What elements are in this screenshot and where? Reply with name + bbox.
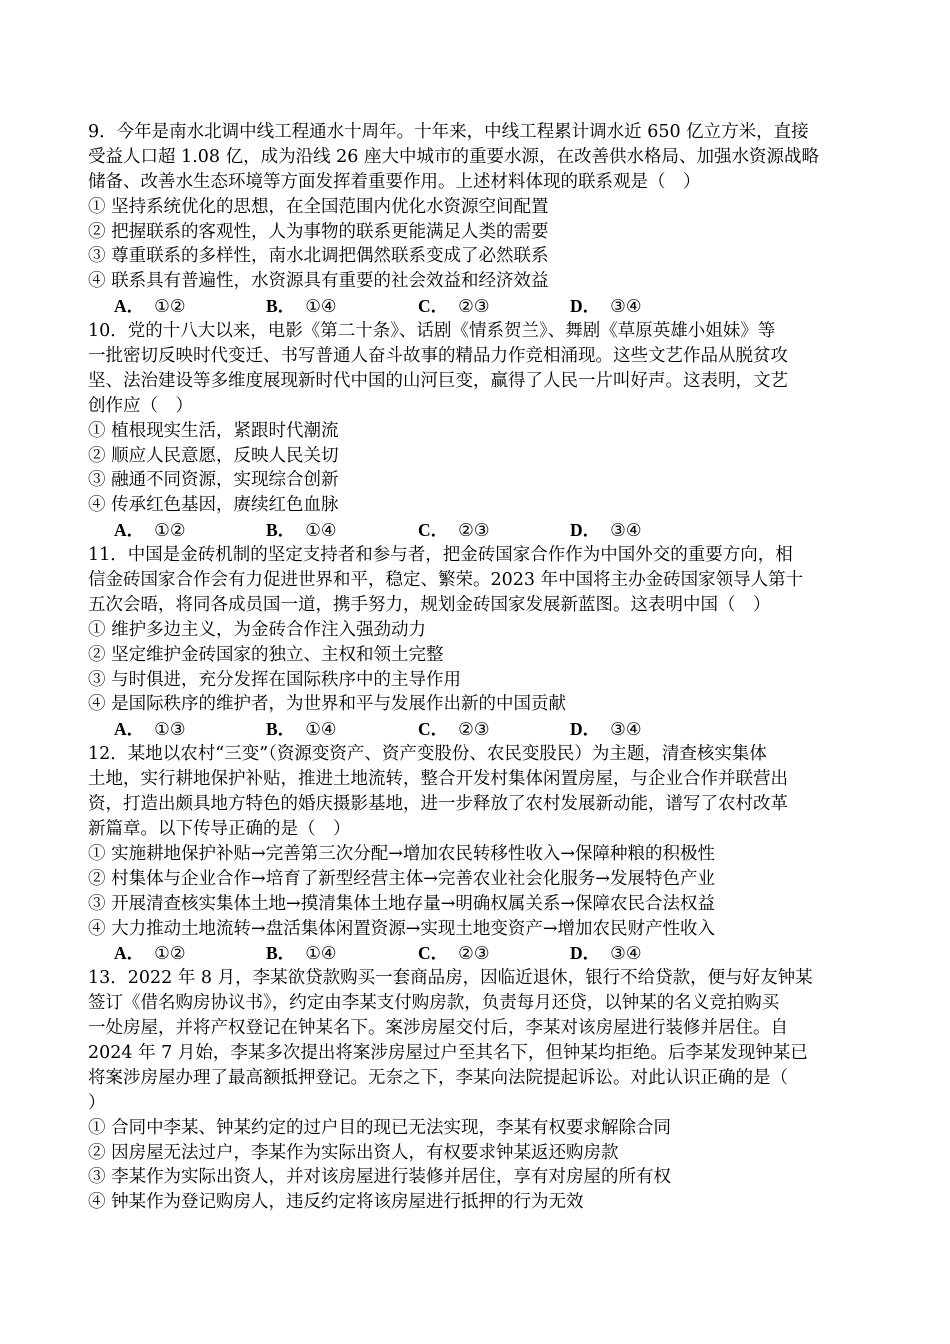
question-stem-line: 五次会晤，将同各成员国一道，携手努力，规划金砖国家发展新蓝图。这表明中国（ ）: [88, 594, 771, 615]
option-4: ④ 大力推动土地流转→盘活集体闲置资源→实现土地变资产→增加农民财产性收入: [88, 918, 716, 939]
question-stem-line: 将案涉房屋办理了最高额抵押登记。无奈之下，李某向法院提起诉讼。对此认识正确的是（: [88, 1067, 788, 1088]
question-stem-line: 受益人口超 1.08 亿，成为沿线 26 座大中城市的重要水源，在改善供水格局、加强水资源战略: [88, 146, 819, 167]
answer-b: [266, 518, 418, 543]
answer-d: [570, 294, 722, 319]
question-10: [88, 319, 868, 543]
question-12: [88, 742, 868, 966]
answer-a: [114, 941, 266, 966]
answer-b-label: B．: [266, 296, 296, 317]
question-stem-line: 储备、改善水生态环境等方面发挥着重要作用。上述材料体现的联系观是（ ）: [88, 171, 701, 192]
answer-c: [418, 518, 570, 543]
answer-b-value: ①④: [305, 297, 337, 318]
answer-a-label: A．: [114, 520, 145, 541]
question-stem-line: 新篇章。以下传导正确的是（ ）: [88, 818, 351, 839]
question-stem-line: 资，打造出颇具地方特色的婚庆摄影基地，进一步释放了农村发展新动能，谱写了农村改革: [88, 794, 788, 815]
answer-c: [418, 941, 570, 966]
question-stem-line: 创作应（ ）: [88, 395, 193, 416]
answer-choices: [88, 941, 868, 966]
answer-d-value: ③④: [610, 521, 642, 542]
answer-c-label: C．: [418, 296, 449, 317]
answer-b: [266, 294, 418, 319]
answer-a: [114, 294, 266, 319]
answer-a-label: A．: [114, 296, 145, 317]
answer-choices: [88, 294, 868, 319]
answer-b-label: B．: [266, 719, 296, 740]
question-stem-line: 签订《借名购房协议书》，约定由李某支付购房款，负责每月还贷，以钟某的名义竞拍购买: [88, 993, 780, 1014]
answer-a-value: ①②: [154, 297, 186, 318]
answer-b-label: B．: [266, 520, 296, 541]
option-1: ① 维护多边主义，为金砖合作注入强劲动力: [88, 619, 427, 640]
answer-b-value: ①④: [305, 944, 337, 965]
option-1: ① 实施耕地保护补贴→完善第三次分配→增加农民转移性收入→保障种粮的积极性: [88, 843, 716, 864]
option-3: ③ 融通不同资源，实现综合创新: [88, 470, 339, 491]
question-stem-line: 信金砖国家合作会有力促进世界和平，稳定、繁荣。2023 年中国将主办金砖国家领导人第十: [88, 570, 804, 591]
question-stem-line: 11．中国是金砖机制的坚定支持者和参与者，把金砖国家合作作为中国外交的重要方向，相: [88, 545, 793, 566]
option-4: ④ 是国际秩序的维护者，为世界和平与发展作出新的中国贡献: [88, 694, 567, 715]
question-stem-line: 坚、法治建设等多维度展现新时代中国的山河巨变，赢得了人民一片叫好声。这表明，文艺: [88, 370, 788, 391]
answer-c-value: ②③: [458, 944, 490, 965]
option-3: ③ 与时俱进，充分发挥在国际秩序中的主导作用: [88, 669, 462, 690]
answer-b-label: B．: [266, 943, 296, 964]
answer-a-value: ①②: [154, 944, 186, 965]
option-4: ④ 钟某作为登记购房人，违反约定将该房屋进行抵押的行为无效: [88, 1192, 584, 1213]
answer-c-label: C．: [418, 719, 449, 740]
question-13: [88, 966, 868, 1215]
answer-c-value: ②③: [458, 720, 490, 741]
answer-c-value: ②③: [458, 521, 490, 542]
question-stem-line: 9．今年是南水北调中线工程通水十周年。十年来，中线工程累计调水近 650 亿立方米，直接: [88, 122, 809, 142]
answer-a: [114, 717, 266, 742]
answer-b-value: ①④: [305, 521, 337, 542]
exam-page: [88, 120, 868, 1215]
answer-choices: [88, 717, 868, 742]
answer-d: [570, 518, 722, 543]
question-stem-line: 一批密切反映时代变迁、书写普通人奋斗故事的精品力作竞相涌现。这些文艺作品从脱贫攻: [88, 346, 788, 367]
question-stem-line: 13．2022 年 8 月，李某欲贷款购买一套商品房，因临近退休，银行不给贷款，便与好友钟某: [88, 968, 813, 989]
option-3: ③ 李某作为实际出资人，并对该房屋进行装修并居住，享有对房屋的所有权: [88, 1167, 672, 1188]
option-2: ② 把握联系的客观性，人为事物的联系更能满足人类的需要: [88, 221, 549, 242]
answer-d: [570, 941, 722, 966]
answer-d-label: D．: [570, 943, 601, 964]
question-stem-line: 一处房屋，并将产权登记在钟某名下。案涉房屋交付后，李某对该房屋进行装修并居住。自: [88, 1018, 788, 1039]
option-2: ② 因房屋无法过户，李某作为实际出资人，有权要求钟某返还购房款: [88, 1142, 619, 1163]
answer-c-label: C．: [418, 520, 449, 541]
answer-b: [266, 717, 418, 742]
answer-d-label: D．: [570, 719, 601, 740]
answer-a: [114, 518, 266, 543]
question-stem-line: ）: [88, 1092, 106, 1113]
option-2: ② 村集体与企业合作→培育了新型经营主体→完善农业社会化服务→发展特色产业: [88, 868, 716, 889]
answer-c-label: C．: [418, 943, 449, 964]
answer-d: [570, 717, 722, 742]
answer-d-label: D．: [570, 296, 601, 317]
option-1: ① 坚持系统优化的思想，在全国范围内优化水资源空间配置: [88, 196, 549, 217]
answer-a-label: A．: [114, 719, 145, 740]
option-2: ② 坚定维护金砖国家的独立、主权和领土完整: [88, 644, 444, 665]
answer-c-value: ②③: [458, 297, 490, 318]
answer-d-label: D．: [570, 520, 601, 541]
question-11: [88, 543, 868, 742]
question-stem-line: 土地，实行耕地保护补贴，推进土地流转，整合开发村集体闲置房屋，与企业合作并联营出: [88, 769, 788, 790]
answer-a-label: A．: [114, 943, 145, 964]
answer-c: [418, 717, 570, 742]
option-2: ② 顺应人民意愿，反映人民关切: [88, 445, 339, 466]
option-4: ④ 传承红色基因，赓续红色血脉: [88, 495, 339, 516]
option-3: ③ 开展清查核实集体土地→摸清集体土地存量→明确权属关系→保障农民合法权益: [88, 893, 716, 914]
question-stem-line: 12．某地以农村“三变”（资源变资产、资产变股份、农民变股民）为主题，清查核实集体: [88, 744, 767, 765]
answer-d-value: ③④: [610, 720, 642, 741]
option-4: ④ 联系具有普遍性，水资源具有重要的社会效益和经济效益: [88, 271, 549, 292]
answer-choices: [88, 518, 868, 543]
answer-c: [418, 294, 570, 319]
option-1: ① 植根现实生活，紧跟时代潮流: [88, 420, 339, 441]
question-9: [88, 120, 868, 319]
answer-a-value: ①③: [154, 720, 186, 741]
answer-a-value: ①②: [154, 521, 186, 542]
answer-b-value: ①④: [305, 720, 337, 741]
option-3: ③ 尊重联系的多样性，南水北调把偶然联系变成了必然联系: [88, 246, 549, 267]
question-stem-line: 2024 年 7 月始，李某多次提出将案涉房屋过户至其名下，但钟某均拒绝。后李某发现钟某已: [88, 1042, 808, 1063]
answer-d-value: ③④: [610, 944, 642, 965]
answer-b: [266, 941, 418, 966]
option-1: ① 合同中李某、钟某约定的过户目的现已无法实现，李某有权要求解除合同: [88, 1117, 672, 1138]
question-stem-line: 10．党的十八大以来，电影《第二十条》、话剧《情系贺兰》、舞剧《草原英雄小姐妹》等: [88, 321, 776, 342]
answer-d-value: ③④: [610, 297, 642, 318]
